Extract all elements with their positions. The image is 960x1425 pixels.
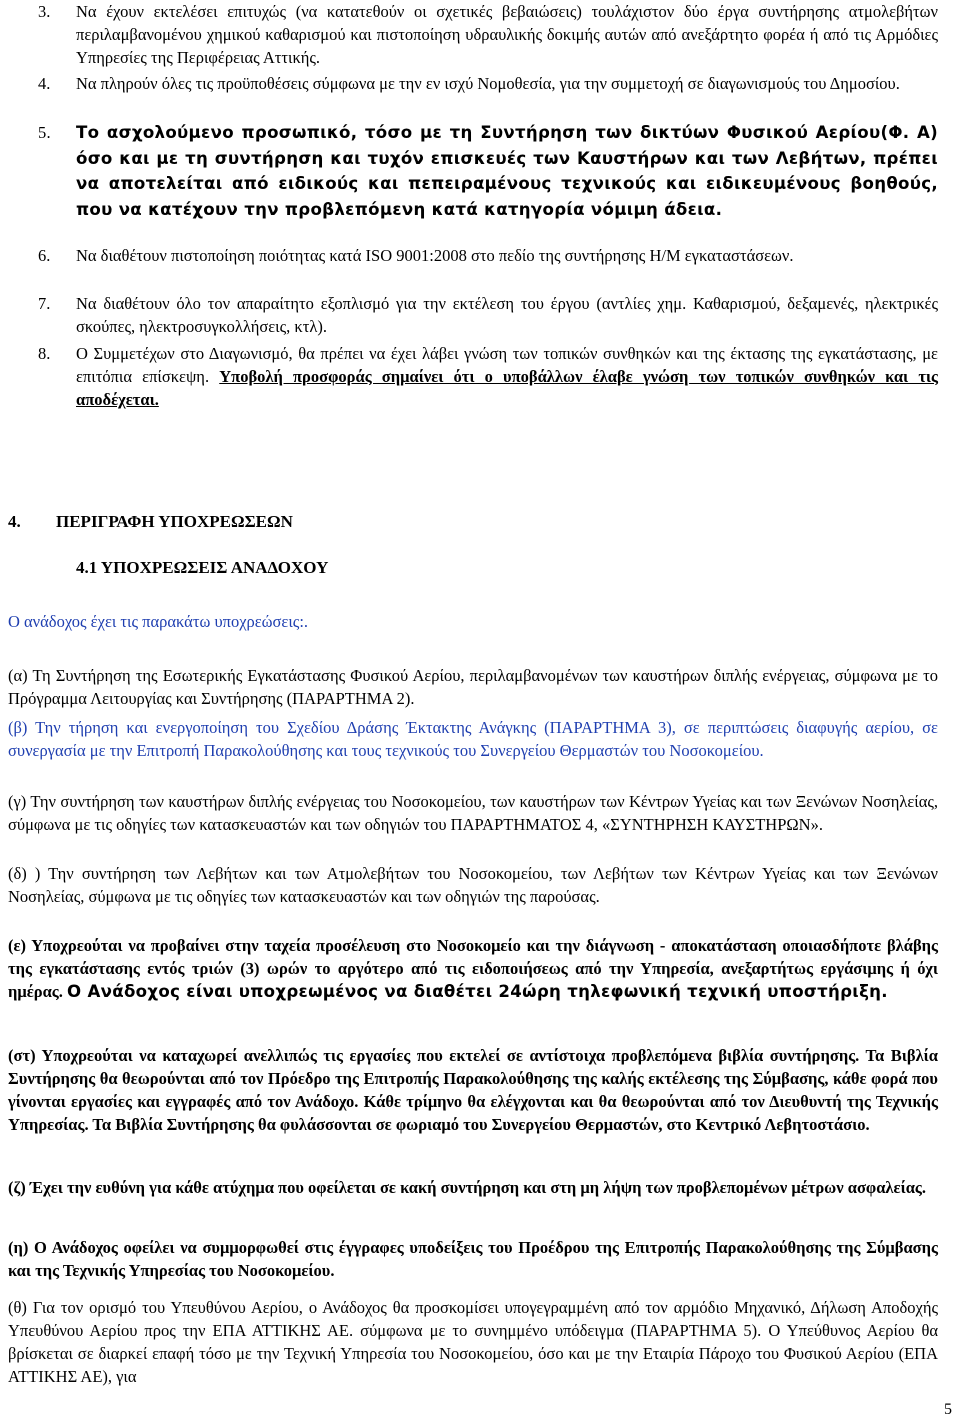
list-number: 8. (38, 344, 51, 363)
paragraph-e (8, 934, 938, 1003)
paragraph-st: (στ) Υποχρεούται να καταχωρεί ανελλιπώς τις εργασίες που εκτελεί σε αντίστοιχα προβλεπόμενα βιβλία συντήρησης. Τα Βιβλία Συντήρησης θα θεωρούνται από τον Πρόεδρο της Επιτροπής Παρακολούθησης της καλής εκτέλεσης της Σύμβασης, κάθε φορά που γίνονται εργασίες και εγγραφές από τον Ανάδοχο. Κάθε τρίμηνο θα ελέγχονται και θα θεωρούνται από τον Διευθυντή της Τεχνικής Υπηρεσίας. Τα Βιβλία Συντήρησης θα φυλάσσονται σε φωριαμό του Συνεργείου Θερμαστών, στο Κεντρικό Λεβητοστάσιο. (8, 1046, 938, 1134)
list-text: Να πληρούν όλες τις προϋποθέσεις σύμφωνα με την εν ισχύ Νομοθεσία, για την συμμετοχή σε διαγωνισμούς του Δημοσίου. (76, 74, 900, 93)
list-text: Να διαθέτουν όλο τον απαραίτητο εξοπλισμό για την εκτέλεση του έργου (αντλίες χημ. Καθαρισμού, δεξαμενές, ηλεκτρικές σκούπες, ηλεκτροσυγκολλήσεις, κτλ). (76, 294, 938, 336)
list-text: Το ασχολούμενο προσωπικό, τόσο με τη Συντήρηση των δικτύων Φυσικού Αερίου(Φ. Α) όσο και με τη συντήρηση και τυχόν επισκευές των Καυστήρων και των Λεβήτων, πρέπει να αποτελείται από ειδικούς και πεπειραμένους τεχνικούς και ειδικευμένους βοηθούς, που να κατέχουν την προβλεπόμενη κατά κατηγορία νόμιμη άδεια. (76, 123, 938, 219)
list-item-5 (38, 120, 938, 222)
section-heading (8, 510, 293, 533)
section-title: ΠΕΡΙΓΡΑΦΗ ΥΠΟΧΡΕΩΣΕΩΝ (56, 512, 293, 531)
list-number: 7. (38, 294, 51, 313)
list-number: 5. (38, 123, 51, 142)
paragraph-z: (ζ) Έχει την ευθύνη για κάθε ατύχημα που οφείλεται σε κακή συντήρηση και στη μη λήψη των προβλεπομένων μέτρων ασφαλείας. (8, 1178, 926, 1197)
paragraph-h: (η) Ο Ανάδοχος οφείλει να συμμορφωθεί στις έγγραφες υποδείξεις του Προέδρου της Επιτροπής Παρακολούθησης της Σύμβασης και της Τεχνικής Υπηρεσίας του Νοσοκομείου. (8, 1238, 938, 1280)
list-text (76, 342, 938, 411)
subsection-heading: 4.1 ΥΠΟΧΡΕΩΣΕΙΣ ΑΝΑΔΟΧΟΥ (76, 558, 329, 577)
list-number: 3. (38, 2, 51, 21)
paragraph-c: (γ) Την συντήρηση των καυστήρων διπλής ενέργειας του Νοσοκομείου, των καυστήρων των Κέντρων Υγείας και των Ξενώνων Νοσηλείας, σύμφωνα με τις οδηγίες των κατασκευαστών και των οδηγιών του ΠΑΡΑΡΤΗΜΑΤΟΣ 4, «ΣΥΝΤΗΡΗΣΗ ΚΑΥΣΤΗΡΩΝ». (8, 792, 938, 834)
support-statement: Ο Ανάδοχος είναι υποχρεωμένος να διαθέτει 24ώρη τηλεφωνική τεχνική υποστήριξη. (67, 982, 888, 1001)
list-number: 4. (38, 74, 51, 93)
intro-text: Ο ανάδοχος έχει τις παρακάτω υποχρεώσεις:. (8, 612, 309, 631)
paragraph-e-text: (ε) Υποχρεούται να προβαίνει στην ταχεία προσέλευση στο Νοσοκομείο και την διάγνωση - αποκατάσταση οποιασδήποτε βλάβης της εγκατάστασης εντός τριών (3) ωρών το αργότερο από τις ειδοποιήσεως από την Υπηρεσία, ανεξαρτήτως εργάσιμης ή όχι ημέρας. (8, 936, 938, 1001)
list-text: Να έχουν εκτελέσει επιτυχώς (να κατατεθούν οι σχετικές βεβαιώσεις) τουλάχιστον δύο έργα συντήρησης ατμολεβήτων περιλαμβανομένου χημικού καθαρισμού και πιστοποίηση υδραυλικής δοκιμής αυτών από ανεξάρτητο φορέα ή από τις Αρμόδιες Υπηρεσίες της Περιφέρειας Αττικής. (76, 2, 938, 67)
list-number: 6. (38, 246, 51, 265)
list-item-3 (38, 0, 938, 69)
list-text-plain: Ο Συμμετέχων στο Διαγωνισμό, θα πρέπει να έχει λάβει γνώση των τοπικών συνθηκών και της έκτασης της εγκατάστασης, με επιτόπια επίσκεψη. (76, 344, 938, 386)
paragraph-th: (θ) Για τον ορισμό του Υπευθύνου Αερίου, ο Ανάδοχος θα προσκομίσει υπογεγραμμένη από τον αρμόδιο Μηχανικό, Δήλωση Αποδοχής Υπευθύνου Αερίου προς την ΕΠΑ ΑΤΤΙΚΗΣ ΑΕ. σύμφωνα με το συνημμένο υπόδειγμα (ΠΑΡΑΡΤΗΜΑ 5). Ο Υπεύθυνος Αερίου θα βρίσκεται σε διαρκεί επαφή τόσο με την Τεχνική Υπηρεσία του Νοσοκομείου, όσο και με την Εταιρία Πάροχο του Φυσικού Αερίου (ΕΠΑ ΑΤΤΙΚΗΣ ΑΕ), για (8, 1298, 938, 1386)
list-item-4 (38, 72, 938, 95)
paragraph-a: (α) Τη Συντήρηση της Εσωτερικής Εγκατάστασης Φυσικού Αερίου, περιλαμβανομένων των καυστήρων διπλής ενέργειας, σύμφωνα με το Πρόγραμμα Λειτουργίας και Συντήρησης (ΠΑΡΑΡΤΗΜΑ 2). (8, 666, 938, 708)
paragraph-b: (β) Την τήρηση και ενεργοποίηση του Σχεδίου Δράσης Έκτακτης Ανάγκης (ΠΑΡΑΡΤΗΜΑ 3), σε περιπτώσεις διαφυγής αερίου, σε συνεργασία με την Επιτροπή Παρακολούθησης και τους τεχνικούς του Συνεργείου Θερμαστών του Νοσοκομείου. (8, 718, 938, 760)
underlined-text: Υποβολή προσφοράς σημαίνει ότι ο υποβάλλων έλαβε γνώση των τοπικών συνθηκών και τις αποδέχεται. (76, 367, 938, 409)
list-item-7 (38, 292, 938, 338)
page-number: 5 (944, 1401, 952, 1418)
paragraph-d: (δ) ) Την συντήρηση των Λεβήτων και των Ατμολεβήτων του Νοσοκομείου, των Λεβήτων των Κέντρων Υγείας και των Ξενώνων Νοσηλείας, σύμφωνα με τις οδηγίες των κατασκευαστών και των οδηγιών της παρούσας. (8, 864, 938, 906)
list-text: Να διαθέτουν πιστοποίηση ποιότητας κατά ISO 9001:2008 στο πεδίο της συντήρησης Η/Μ εγκαταστάσεων. (76, 246, 794, 265)
list-item-8 (38, 342, 938, 411)
section-number: 4. (8, 512, 21, 531)
list-item-6 (38, 244, 938, 267)
